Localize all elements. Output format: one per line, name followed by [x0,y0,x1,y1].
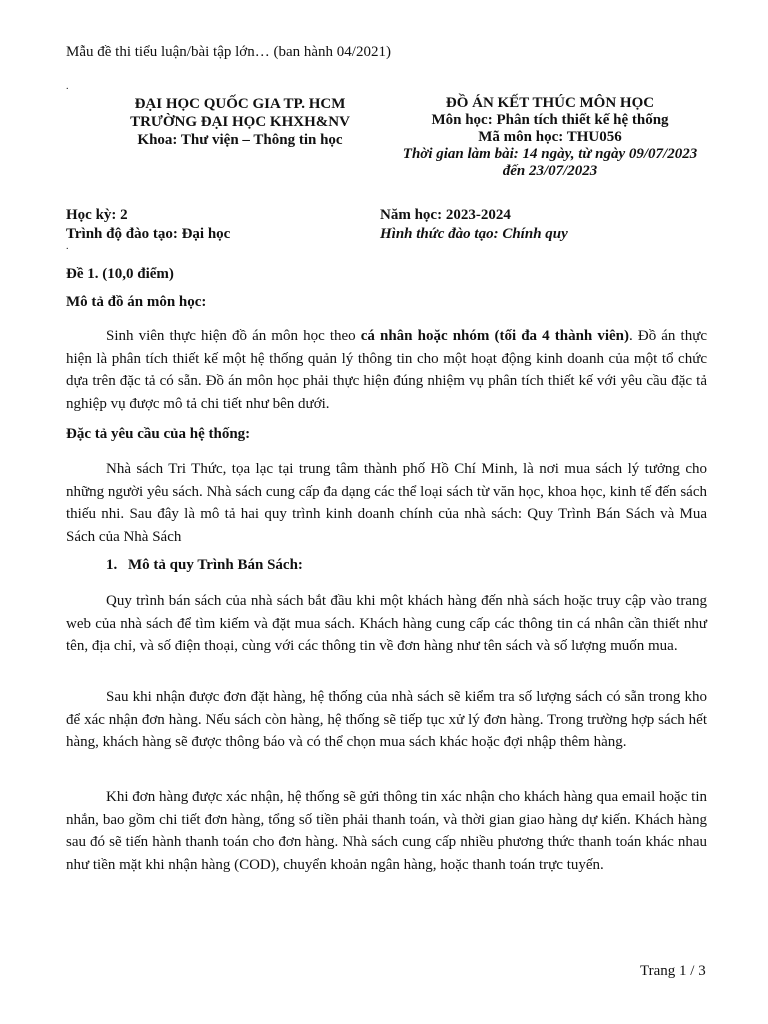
faculty-name: Khoa: Thư viện – Thông tin học [137,132,343,148]
duration-line-2: đến 23/07/2023 [502,163,598,179]
school-name: TRƯỜNG ĐẠI HỌC KHXH&NV [130,114,350,130]
training-mode: Hình thức đào tạo: Chính quy [380,226,568,242]
intro-text-cont: . Đồ án thực hiện là phân tích thiết kế một hệ thống quản lý thông tin cho một hoạt động kinh doanh của một tổ chức dựa trên đặc tả có sẵn. Đồ án môn học phải thực hiện đúng nhiệm vụ phân tích thiết kế với yêu cầu đặc tả nghiệp vụ được mô tả chi tiết như bên dưới. [66,328,707,412]
stray-dot: . [66,241,69,252]
academic-year: Năm học: 2023-2024 [380,207,511,223]
intro-text: Sinh viên thực hiện đồ án môn học theo [106,328,361,344]
semester: Học kỳ: 2 [66,207,128,223]
header-right [380,95,720,180]
intro-paragraph [66,325,707,415]
selling-paragraph-2: Sau khi nhận được đơn đặt hàng, hệ thống của nhà sách sẽ kiểm tra số lượng sách có sẵn trong kho để xác nhận đơn hàng. Nếu sách còn hàng, hệ thống sẽ tiếp tục xử lý đơn hàng. Trong trường hợp sách hết hàng, khách hàng sẽ được thông báo và có thể chọn mua sách khác hoặc đợi nhập thêm hàng. [66,689,707,750]
exam-heading: Đề 1. (10,0 điểm) [66,266,174,282]
duration-line-1: Thời gian làm bài: 14 ngày, từ ngày 09/07/2023 [402,146,698,162]
selling-paragraph-1: Quy trình bán sách của nhà sách bắt đầu khi một khách hàng đến nhà sách hoặc truy cập vào trang web của nhà sách để tìm kiếm và đặt mua sách. Khách hàng cung cấp các thông tin cá nhân cần thiết như tên, địa chỉ, và số điện thoại, cùng với các thông tin về đơn hàng như tên sách và số lượng muốn mua. [66,593,707,654]
course-code: Mã môn học: THU056 [478,129,622,145]
page-number: Trang 1 / 3 [640,963,706,979]
intro-bold-text: cá nhân hoặc nhóm (tối đa 4 thành viên) [360,328,630,344]
training-level: Trình độ đào tạo: Đại học [66,226,231,242]
course-name: Môn học: Phân tích thiết kế hệ thống [431,112,669,128]
section-1-number: 1. [106,557,118,573]
spec-paragraph: Nhà sách Tri Thức, tọa lạc tại trung tâm thành phố Hồ Chí Minh, là nơi mua sách lý tưởng cho những người yêu sách. Nhà sách cung cấp đa dạng các thể loại sách từ văn học, khoa học, kinh tế đến sách thiếu nhi. Sau đây là mô tả hai quy trình kinh doanh chính của nhà sách: Quy Trình Bán Sách và Mua Sách của Nhà Sách [66,461,707,545]
header-left [100,95,380,149]
stray-dot: . [66,81,69,92]
description-heading: Mô tả đồ án môn học: [66,294,207,310]
exam-title: ĐỒ ÁN KẾT THÚC MÔN HỌC [445,95,655,111]
section-1-title: Mô tả quy Trình Bán Sách: [128,557,303,573]
selling-paragraph-3: Khi đơn hàng được xác nhận, hệ thống sẽ gửi thông tin xác nhận cho khách hàng qua email hoặc tin nhắn, bao gồm chi tiết đơn hàng, tổng số tiền phải thanh toán, và thời gian giao hàng dự kiến. Khách hàng sau đó sẽ tiến hành thanh toán cho đơn hàng. Nhà sách cung cấp nhiều phương thức thanh toán khác nhau như tiền mặt khi nhận hàng (COD), chuyển khoản ngân hàng, hoặc thanh toán trực tuyến. [66,789,707,873]
university-name: ĐẠI HỌC QUỐC GIA TP. HCM [134,96,346,112]
section-1-heading [106,557,303,574]
template-note: Mẫu đề thi tiểu luận/bài tập lớn… (ban hành 04/2021) [66,44,391,60]
spec-heading: Đặc tả yêu cầu của hệ thống: [66,426,251,442]
